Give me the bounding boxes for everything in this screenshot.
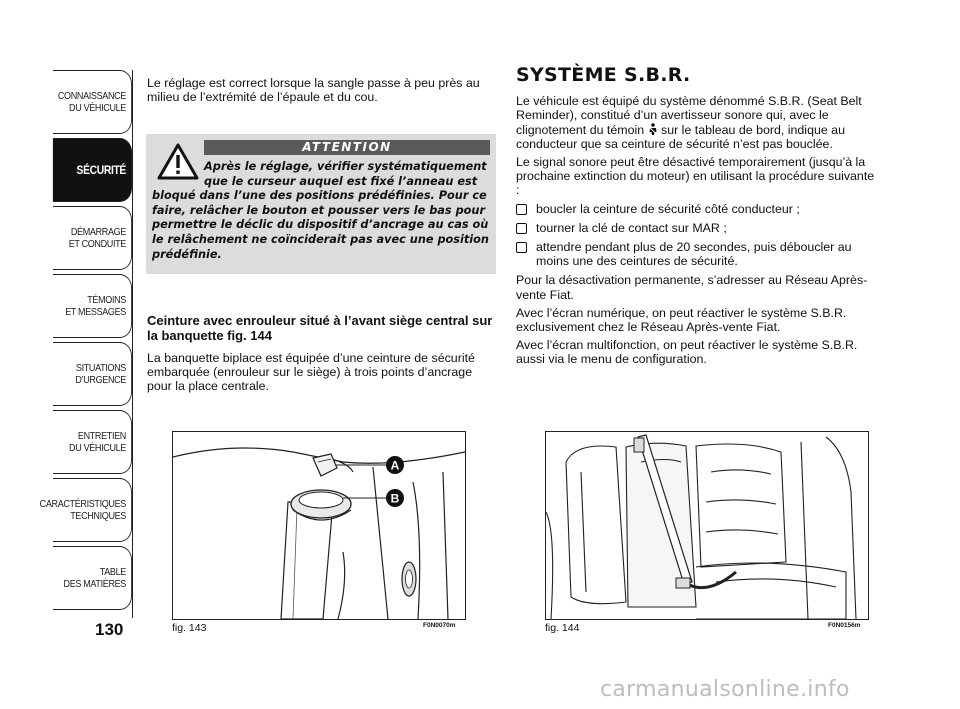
list-item: tourner la clé de contact sur MAR ;	[516, 221, 876, 235]
margin-divider	[132, 70, 133, 618]
callout-b-label: B	[390, 491, 400, 506]
seatbelt-warning-icon	[648, 123, 658, 135]
tab-label: ET CONDUITE	[68, 238, 126, 250]
list-item: boucler la ceinture de sécurité côté conducteur ;	[516, 202, 876, 216]
warning-text	[152, 160, 490, 262]
sbr-paragraph-3: Pour la désactivation permanente, s’adresser au Réseau Après-vente Fiat.	[516, 273, 868, 302]
tab-connaissance[interactable]	[53, 70, 132, 134]
figure-label: fig. 144	[545, 622, 580, 634]
tab-label: DU VÉHICULE	[69, 442, 126, 454]
tab-label: SÉCURITÉ	[76, 163, 126, 177]
sbr-paragraph-5: Avec l’écran multifonction, on peut réactiver le système S.B.R. aussi via le menu de configuration.	[516, 338, 858, 367]
tab-label: DES MATIÈRES	[63, 578, 126, 590]
warning-line: que le curseur auquel est fixé l’anneau est	[204, 174, 478, 188]
section-body: La banquette biplace est équipée d’une ceinture de sécurité embarquée (enrouleur sur le siège) à trois points d’ancrage pour la place centrale.	[147, 351, 475, 394]
tab-label: TECHNIQUES	[70, 510, 126, 522]
tab-demarrage[interactable]	[53, 206, 132, 270]
tab-temoins[interactable]	[53, 274, 132, 338]
tab-table-matieres[interactable]	[53, 546, 132, 610]
tab-label: ENTRETIEN	[77, 430, 126, 442]
tab-situations[interactable]	[53, 342, 132, 406]
tab-label: ET MESSAGES	[65, 306, 126, 318]
warning-box	[146, 134, 496, 274]
intro-paragraph: Le réglage est correct lorsque la sangle passe à peu près au milieu de l’extrémité de l’épaule et du cou.	[147, 76, 480, 105]
seatbelt-adjuster-illustration	[173, 432, 465, 619]
tab-label: DU VÉHICULE	[69, 102, 126, 114]
warning-line: Après le réglage, vérifier systématiquement	[204, 160, 487, 173]
sbr-text: Le véhicule est équipé du système dénommé S.B.R. (Seat Belt Reminder), constitué d’un avertisseur sonore qui, avec le clignotement du témoin	[516, 94, 862, 137]
chapter-tabs	[40, 70, 132, 614]
left-section	[147, 313, 495, 398]
warning-title: ATTENTION	[204, 140, 490, 155]
tab-label: CONNAISSANCE	[57, 90, 126, 102]
left-column	[147, 76, 495, 108]
list-item: attendre pendant plus de 20 secondes, puis déboucler au moins une des ceintures de sécurité.	[516, 240, 876, 268]
tab-label: D’URGENCE	[75, 374, 126, 386]
tab-label: TABLE	[99, 566, 126, 578]
tab-label: SITUATIONS	[75, 362, 126, 374]
sbr-paragraph-4: Avec l’écran numérique, on peut réactiver le système S.B.R. exclusivement chez le Réseau Après-vente Fiat.	[516, 305, 847, 335]
tab-label: CARACTÉRISTIQUES	[39, 498, 126, 510]
tab-label: DÉMARRAGE	[70, 226, 126, 238]
tab-caracteristiques[interactable]	[39, 478, 132, 542]
figure-code: F0N0070m	[423, 622, 456, 629]
figure-144	[545, 431, 869, 620]
sbr-paragraph-2: Le signal sonore peut être désactivé temporairement (jusqu’à la prochaine extinction du moteur) en utilisant la procédure suivante :	[516, 155, 875, 198]
callout-a-label: A	[390, 458, 400, 473]
watermark: carmanualsonline.info	[600, 677, 850, 702]
section-heading: SYSTÈME S.B.R.	[516, 64, 691, 86]
page-number: 130	[95, 620, 124, 639]
tab-entretien[interactable]	[53, 410, 132, 474]
tab-securite[interactable]	[53, 138, 132, 202]
rear-bench-seatbelt-illustration	[546, 432, 868, 619]
warning-body: bloqué dans l’une des positions prédéfinies. Pour ce faire, relâcher le bouton et pousser vers le bas pour permettre le déclic du dispositif d’ancrage au cas où le relâchement ne coïnciderait pas avec une position prédéfinie.	[152, 189, 489, 261]
figure-143	[172, 431, 466, 620]
right-column	[516, 64, 876, 371]
sbr-text: sur le tableau de bord, indique au conducteur que sa ceinture de sécurité n’est pas bouclée.	[516, 122, 845, 151]
figure-label: fig. 143	[172, 622, 207, 634]
section-subheading: Ceinture avec enrouleur situé à l’avant siège central sur la banquette fig. 144	[147, 313, 493, 343]
figure-code: F0N0156m	[828, 622, 861, 629]
procedure-list	[516, 202, 876, 269]
sbr-paragraph-1	[516, 94, 876, 151]
tab-label: TÉMOINS	[87, 294, 126, 306]
